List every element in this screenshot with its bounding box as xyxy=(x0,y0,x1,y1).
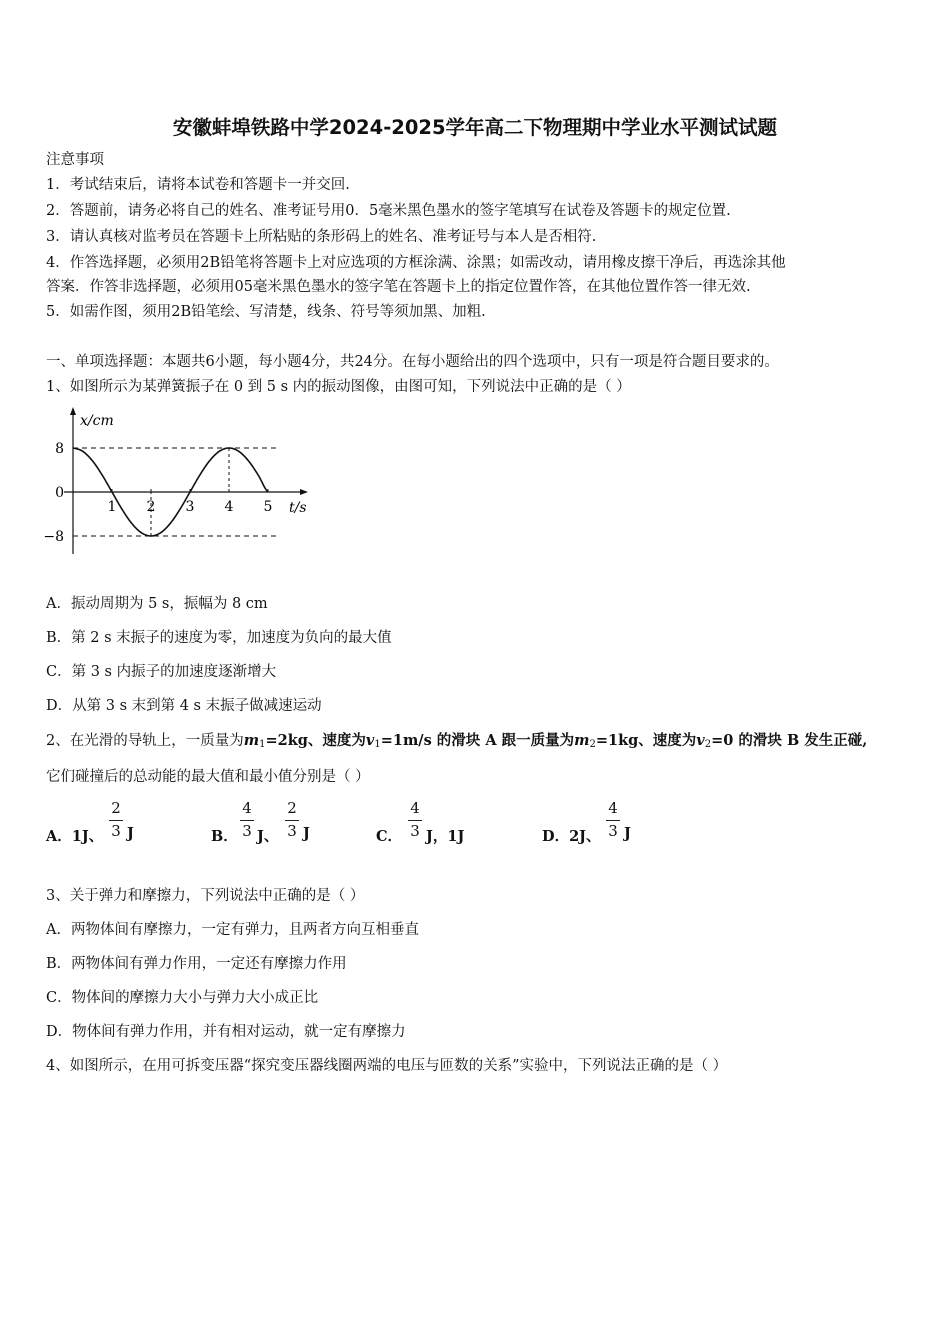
y-axis-label: x/cm xyxy=(80,413,114,429)
notice-item: 1．考试结束后，请将本试卷和答题卡一并交回. xyxy=(46,177,350,193)
question-2-stem: 2、在光滑的导轨上，一质量为$m_1=2kg$、速度为$v_1=1m/s$ 的滑块 A 跟一质量为$m_2=1kg$、速度为$v_2=0$ 的滑块 B 发生正碰, xyxy=(46,732,868,750)
question-3-option-d: D．物体间有弹力作用，并有相对运动，就一定有摩擦力 xyxy=(46,1024,406,1040)
question-2-stem-line2: 它们碰撞后的总动能的最大值和最小值分别是（ ） xyxy=(46,769,370,785)
y-axis-arrow xyxy=(70,407,76,415)
fraction: $\frac{2}{3}$ xyxy=(109,798,123,841)
fraction: $\frac{4}{3}$ xyxy=(606,798,620,841)
y-tick-label: 8 xyxy=(55,441,64,457)
x-tick-label: 1 xyxy=(107,499,117,515)
notice-item: 3．请认真核对监考员在答题卡上所粘贴的条形码上的姓名、准考证号与本人是否相符. xyxy=(46,229,597,245)
y-tick-label: 0 xyxy=(55,485,64,501)
notice-item: 2．答题前，请务必将自己的姓名、准考证号用0．5毫米黑色墨水的签字笔填写在试卷及答题卡的规定位置. xyxy=(46,203,731,219)
section-heading: 一、单项选择题：本题共6小题，每小题4分，共24分。在每小题给出的四个选项中，只有一项是符合题目要求的。 xyxy=(46,354,779,370)
x-tick-label: 3 xyxy=(185,499,195,515)
question-1-option-c: C．第 3 s 内振子的加速度逐渐增大 xyxy=(46,664,277,680)
question-1-stem: 1、如图所示为某弹簧振子在 0 到 5 s 内的振动图像，由图可知，下列说法中正确的是（ ） xyxy=(46,379,631,395)
question-1-option-d: D．从第 3 s 末到第 4 s 末振子做减速运动 xyxy=(46,698,322,714)
question-1-option-b: B．第 2 s 末振子的速度为零，加速度为负向的最大值 xyxy=(46,630,392,646)
notice-item: 答案．作答非选择题，必须用05毫米黑色墨水的签字笔在答题卡上的指定位置作答，在其他位置作答一律无效. xyxy=(46,279,751,295)
notice-item: 4．作答选择题，必须用2B铅笔将答题卡上对应选项的方框涂满、涂黑；如需改动，请用橡皮擦干净后，再选涂其他 xyxy=(46,255,786,271)
question-1-option-a: A．振动周期为 5 s，振幅为 8 cm xyxy=(46,596,268,612)
x-axis-arrow xyxy=(300,489,308,495)
question-3-option-b: B．两物体间有弹力作用，一定还有摩擦力作用 xyxy=(46,956,347,972)
question-2-choices: A．1J、 $\frac{2}{3}$ J B． $\frac{4}{3}$ J、 $\frac{2}{3}$ J C． $\frac{4}{3}$ J，1J D．2J、 $\frac{4}{3}$ J xyxy=(46,799,631,845)
question-3-option-c: C．物体间的摩擦力大小与弹力大小成正比 xyxy=(46,990,319,1006)
y-tick-label: −8 xyxy=(43,529,64,545)
fraction: $\frac{4}{3}$ xyxy=(408,798,422,841)
fraction: $\frac{2}{3}$ xyxy=(285,798,299,841)
fraction: $\frac{4}{3}$ xyxy=(240,798,254,841)
page-title: 安徽蚌埠铁路中学2024-2025学年高二下物理期中学业水平测试试题 xyxy=(172,116,778,139)
x-tick-label: 2 xyxy=(146,499,156,515)
x-tick-label: 5 xyxy=(263,499,273,515)
x-axis-label: t/s xyxy=(289,500,307,516)
notice-heading: 注意事项 xyxy=(46,152,104,168)
question-3-stem: 3、关于弹力和摩擦力，下列说法中正确的是（ ） xyxy=(46,888,365,904)
x-tick-label: 4 xyxy=(224,499,234,515)
question-4-stem: 4、如图所示，在用可拆变压器“探究变压器线圈两端的电压与匝数的关系”实验中，下列说法正确的是（ ） xyxy=(46,1058,728,1074)
notice-item: 5．如需作图，须用2B铅笔绘、写清楚，线条、符号等须加黑、加粗. xyxy=(46,304,486,320)
oscillation-graph xyxy=(40,402,320,562)
question-3-option-a: A．两物体间有摩擦力，一定有弹力，且两者方向互相垂直 xyxy=(46,922,419,938)
